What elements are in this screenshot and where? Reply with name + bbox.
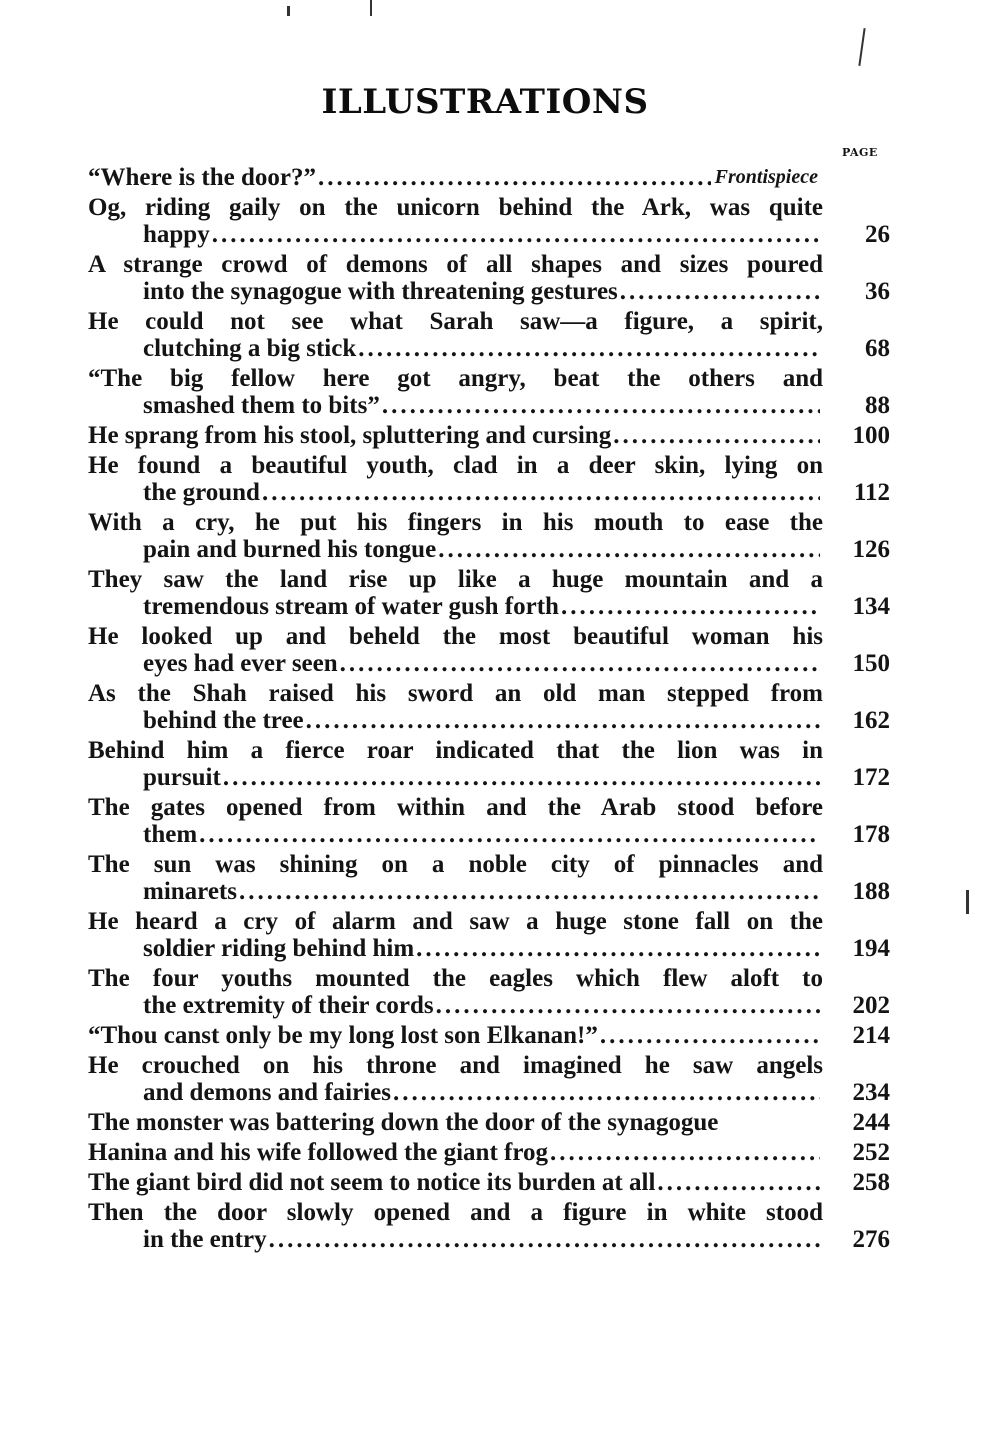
dot-leader	[561, 593, 820, 620]
page-number: 88	[865, 392, 890, 419]
page-number: 244	[852, 1109, 890, 1136]
entry-caption-line: With a cry, he put his fingers in his mouth to ease the	[88, 509, 823, 536]
list-item	[88, 566, 890, 620]
entry-caption-line: clutching a big stick	[143, 335, 357, 362]
entry-caption-line: He crouched on his throne and imagined he saw angels	[88, 1052, 823, 1079]
entry-caption-line: Then the door slowly opened and a figure in white stood	[88, 1199, 823, 1226]
dot-leader	[358, 335, 820, 362]
entry-caption-line: He could not see what Sarah saw—a figure, a spirit,	[88, 308, 823, 335]
list-item	[88, 965, 890, 1019]
list-item	[88, 365, 890, 419]
entry-caption-line: As the Shah raised his sword an old man stepped from	[88, 680, 823, 707]
scan-speck	[287, 6, 290, 16]
dot-leader	[620, 278, 820, 305]
entry-caption: “Where is the door?”	[88, 164, 316, 191]
page-number: 26	[865, 221, 890, 248]
dot-leader	[657, 1169, 820, 1196]
list-item	[88, 308, 890, 362]
dot-leader	[269, 1226, 820, 1253]
list-item	[88, 908, 890, 962]
list-item	[88, 452, 890, 506]
entry-caption-line: “Thou canst only be my long lost son Elkanan!”	[88, 1022, 598, 1049]
scan-speck	[370, 0, 372, 16]
page-number: 258	[852, 1169, 890, 1196]
page-number: 172	[852, 764, 890, 791]
entry-caption-line: in the entry	[143, 1226, 267, 1253]
list-item	[88, 1022, 890, 1049]
list-item	[88, 623, 890, 677]
scan-speck	[966, 890, 969, 914]
list-item-frontispiece	[88, 164, 890, 191]
dot-leader	[340, 650, 820, 677]
entry-caption-line: Behind him a fierce roar indicated that the lion was in	[88, 737, 823, 764]
entry-caption-line: behind the tree	[143, 707, 304, 734]
page-number: 202	[852, 992, 890, 1019]
entry-caption-line: tremendous stream of water gush forth	[143, 593, 559, 620]
page-number: 150	[852, 650, 890, 677]
dot-leader	[382, 392, 820, 419]
list-item	[88, 1199, 890, 1253]
list-item	[88, 422, 890, 449]
list-item	[88, 1052, 890, 1106]
page-number: 234	[852, 1079, 890, 1106]
entry-caption-line: The four youths mounted the eagles which flew aloft to	[88, 965, 823, 992]
dot-leader	[600, 1022, 820, 1049]
page-number: 252	[852, 1139, 890, 1166]
entry-caption-line: smashed them to bits”	[143, 392, 380, 419]
dot-leader	[416, 935, 820, 962]
entry-caption-line: A strange crowd of demons of all shapes and sizes poured	[88, 251, 823, 278]
entry-caption-line: He found a beautiful youth, clad in a deer skin, lying on	[88, 452, 823, 479]
entry-caption-line: He sprang from his stool, spluttering and cursing	[88, 422, 612, 449]
page-number: 112	[853, 479, 890, 506]
page-number: 178	[852, 821, 890, 848]
entry-caption-line: The giant bird did not seem to notice its burden at all	[88, 1169, 656, 1196]
entry-caption-line: Hanina and his wife followed the giant frog	[88, 1139, 548, 1166]
entry-caption-line: pain and burned his tongue	[143, 536, 437, 563]
entry-caption-line: He heard a cry of alarm and saw a huge stone fall on the	[88, 908, 823, 935]
dot-leader	[199, 821, 820, 848]
entry-caption-line: The monster was battering down the door of the synagogue	[88, 1109, 719, 1136]
page-number: 214	[852, 1022, 890, 1049]
list-item	[88, 794, 890, 848]
entry-caption-line: soldier riding behind him	[143, 935, 415, 962]
list-item	[88, 851, 890, 905]
page-number: 194	[852, 935, 890, 962]
entry-caption-line: and demons and fairies	[143, 1079, 391, 1106]
dot-leader	[223, 764, 820, 791]
list-item	[88, 1109, 890, 1136]
list-item	[88, 1139, 890, 1166]
entry-caption-line: the extremity of their cords	[143, 992, 434, 1019]
page-number: 126	[852, 536, 890, 563]
dot-leader	[438, 536, 820, 563]
entry-caption-line: The gates opened from within and the Arab stood before	[88, 794, 823, 821]
list-item	[88, 251, 890, 305]
page-number: 68	[865, 335, 890, 362]
dot-leader	[550, 1139, 820, 1166]
entry-caption-line: He looked up and beheld the most beautiful woman his	[88, 623, 823, 650]
page-number: 188	[852, 878, 890, 905]
scan-speck	[858, 28, 865, 66]
dot-leader	[318, 164, 711, 191]
list-item	[88, 737, 890, 791]
dot-leader	[212, 221, 820, 248]
dot-leader	[613, 422, 820, 449]
page-number: 100	[852, 422, 890, 449]
entry-caption-line: the ground	[143, 479, 260, 506]
entry-caption-line: The sun was shining on a noble city of pinnacles and	[88, 851, 823, 878]
list-item	[88, 1169, 890, 1196]
page-number: 36	[865, 278, 890, 305]
list-item	[88, 194, 890, 248]
page-number: 276	[852, 1226, 890, 1253]
page-column-label: PAGE	[842, 146, 878, 159]
list-item	[88, 509, 890, 563]
entry-caption-line: Og, riding gaily on the unicorn behind the Ark, was quite	[88, 194, 823, 221]
illustrations-list	[88, 164, 890, 1256]
entry-caption-line: minarets	[143, 878, 237, 905]
dot-leader	[239, 878, 820, 905]
dot-leader	[306, 707, 820, 734]
entry-caption-line: eyes had ever seen	[143, 650, 338, 677]
page-number: 134	[852, 593, 890, 620]
page-title: ILLUSTRATIONS	[321, 82, 649, 122]
list-item	[88, 680, 890, 734]
page-number: 162	[852, 707, 890, 734]
entry-caption-line: pursuit	[143, 764, 221, 791]
entry-caption-line: “The big fellow here got angry, beat the others and	[88, 365, 823, 392]
dot-leader	[393, 1079, 820, 1106]
dot-leader	[436, 992, 820, 1019]
dot-leader	[262, 479, 820, 506]
entry-caption-line: happy	[143, 221, 210, 248]
entry-caption-line: them	[143, 821, 198, 848]
entry-caption-line: They saw the land rise up like a huge mountain and a	[88, 566, 823, 593]
frontispiece-label: Frontispiece	[714, 166, 818, 188]
entry-caption-line: into the synagogue with threatening gestures	[143, 278, 618, 305]
